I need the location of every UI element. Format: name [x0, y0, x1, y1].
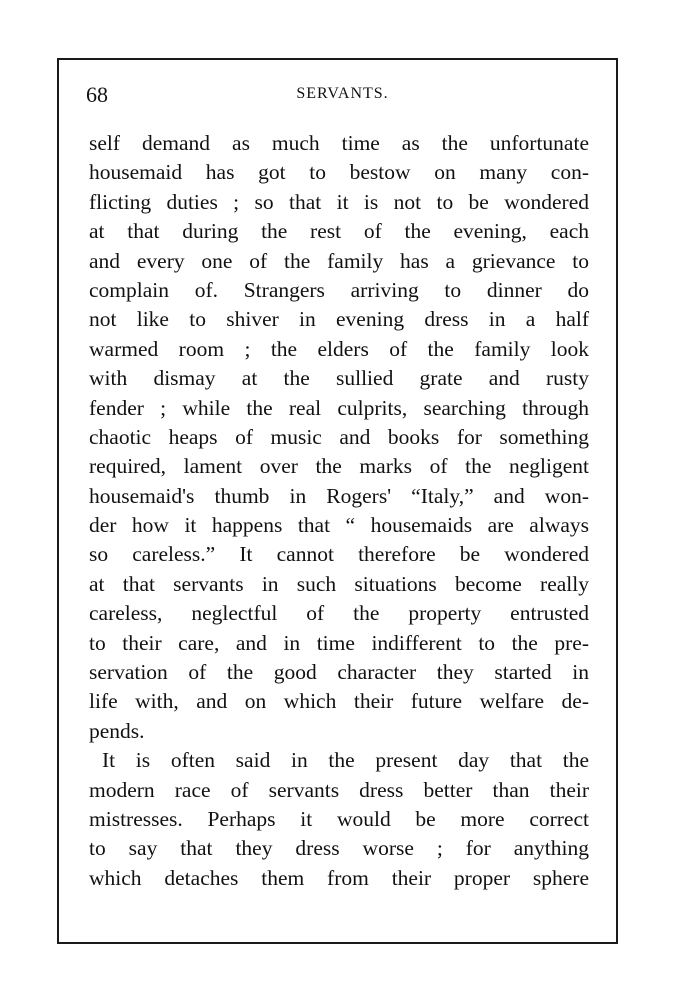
text-line: to say that they dress worse ; for anything: [89, 836, 589, 861]
text-line: housemaid has got to bestow on many con-: [89, 160, 589, 185]
body-text: [89, 129, 589, 893]
text-line: not like to shiver in evening dress in a half: [89, 307, 589, 332]
text-line: life with, and on which their future welfare de-: [89, 689, 589, 714]
text-line: required, lament over the marks of the negligent: [89, 454, 589, 479]
paragraph-end-line: pends.: [89, 718, 145, 743]
text-line: housemaid's thumb in Rogers' “Italy,” and won-: [89, 483, 589, 508]
text-line: servation of the good character they started in: [89, 660, 589, 685]
text-line: at that servants in such situations become really: [89, 571, 589, 596]
text-line: which detaches them from their proper sphere: [89, 865, 589, 890]
running-title: SERVANTS.: [296, 85, 389, 102]
text-line: mistresses. Perhaps it would be more correct: [89, 806, 589, 831]
running-head: [86, 82, 599, 110]
text-line: chaotic heaps of music and books for something: [89, 424, 589, 449]
text-line: complain of. Strangers arriving to dinner do: [89, 277, 589, 302]
text-line: flicting duties ; so that it is not to be wondered: [89, 189, 589, 214]
text-line: with dismay at the sullied grate and rusty: [89, 366, 589, 391]
text-line: der how it happens that “ housemaids are always: [89, 513, 589, 538]
text-line: so careless.” It cannot therefore be wondered: [89, 542, 589, 567]
text-line: fender ; while the real culprits, searching through: [89, 395, 589, 420]
text-line: at that during the rest of the evening, each: [89, 219, 589, 244]
text-line: to their care, and in time indifferent to the pre-: [89, 630, 589, 655]
text-line: careless, neglectful of the property entrusted: [89, 601, 589, 626]
text-line: and every one of the family has a grievance to: [89, 248, 589, 273]
page-number: 68: [86, 82, 108, 107]
text-line: modern race of servants dress better than their: [89, 777, 589, 802]
text-line: self demand as much time as the unfortunate: [89, 131, 589, 155]
text-line: warmed room ; the elders of the family look: [89, 336, 589, 361]
paragraph-start-line: It is often said in the present day that the: [102, 748, 589, 773]
